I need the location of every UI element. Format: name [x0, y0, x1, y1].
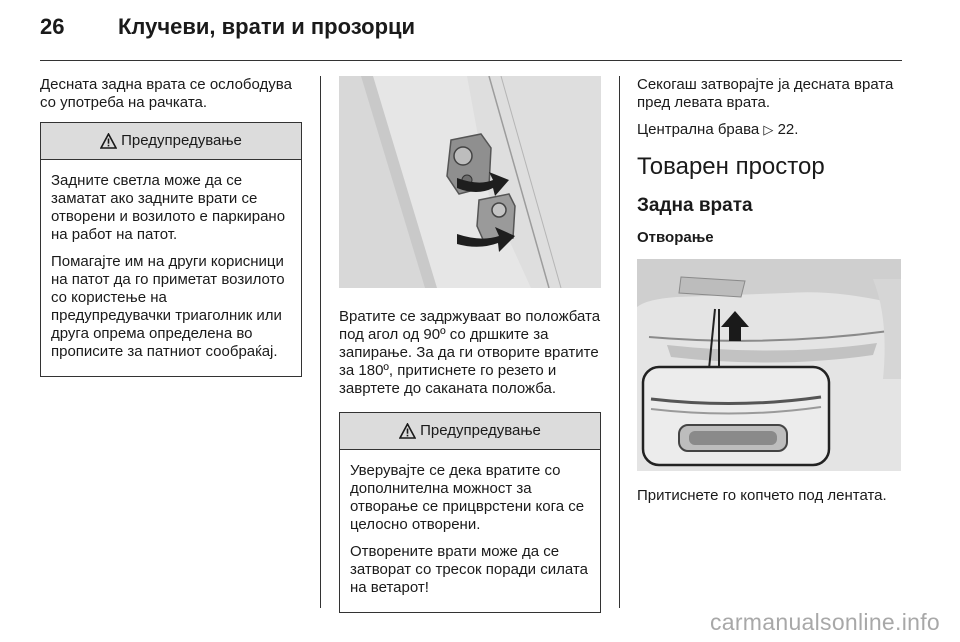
door-hinge-drawing: [339, 76, 601, 288]
intro-paragraph: Десната задна врата се ослободува со употреба на рачката.: [40, 76, 292, 111]
warning-box-middle: [339, 412, 601, 613]
right-column: [637, 76, 901, 514]
warning-paragraph-2: Отворените врати може да се затворат со тресок поради силата на ветарот!: [350, 543, 588, 596]
tailgate-drawing: [637, 259, 901, 471]
column-divider-2: [619, 76, 620, 608]
warning-heading: Предупредување: [420, 422, 541, 439]
warning-header: [340, 413, 600, 450]
warning-body: [41, 160, 301, 376]
right-paragraph-2: [637, 121, 901, 139]
warning-triangle-icon: [399, 423, 416, 439]
middle-column: [339, 76, 601, 613]
central-lock-ref: Централна брава: [637, 121, 760, 138]
warning-box-left: [40, 122, 302, 377]
warning-body: [340, 450, 600, 612]
page-number: 26: [40, 14, 65, 39]
warning-header: [41, 123, 301, 160]
right-paragraph-1: Секогаш затворајте ја десната врата пред левата врата.: [637, 76, 894, 111]
page-header: [40, 14, 415, 40]
subsubsection-title: Отворање: [637, 229, 714, 246]
hinge-caption: Вратите се задржуваат во положбата под агол од 90º со дршките за запирање. За да ги отворите вратите за 180º, притиснете го резето и завртете до саканата положба.: [339, 308, 601, 397]
subsection-title: Задна врата: [637, 195, 753, 216]
warning-heading: Предупредување: [121, 132, 242, 149]
door-hinge-illustration: [339, 76, 601, 288]
watermark: carmanualsonline.info: [709, 609, 940, 635]
page-reference-arrow-icon: ▷: [763, 122, 774, 137]
warning-triangle-icon: [100, 133, 117, 149]
tailgate-button-illustration: [637, 259, 901, 471]
section-title: Товарен простор: [637, 153, 825, 180]
header-rule: [40, 60, 902, 61]
tailgate-caption: Притиснете го копчето под лентата.: [637, 487, 887, 504]
warning-paragraph-1: Задните светла може да се заматат ако задните врати се отворени и возилото е паркирано на работ на патот.: [51, 172, 286, 243]
left-column: [40, 76, 302, 377]
warning-paragraph-2: Помагајте им на други корисници на патот да го приметат возилото со користење на предупредувачки триаголник или друга опрема определена во прописите за патниот сообраќај.: [51, 253, 285, 360]
warning-paragraph-1: Уверувајте се дека вратите со дополнителна можност за отворање се прицврстени кога се целосно отворени.: [350, 462, 585, 533]
reference-page: 22.: [777, 121, 799, 138]
page-title: Клучеви, врати и прозорци: [118, 14, 416, 39]
column-divider-1: [320, 76, 321, 608]
